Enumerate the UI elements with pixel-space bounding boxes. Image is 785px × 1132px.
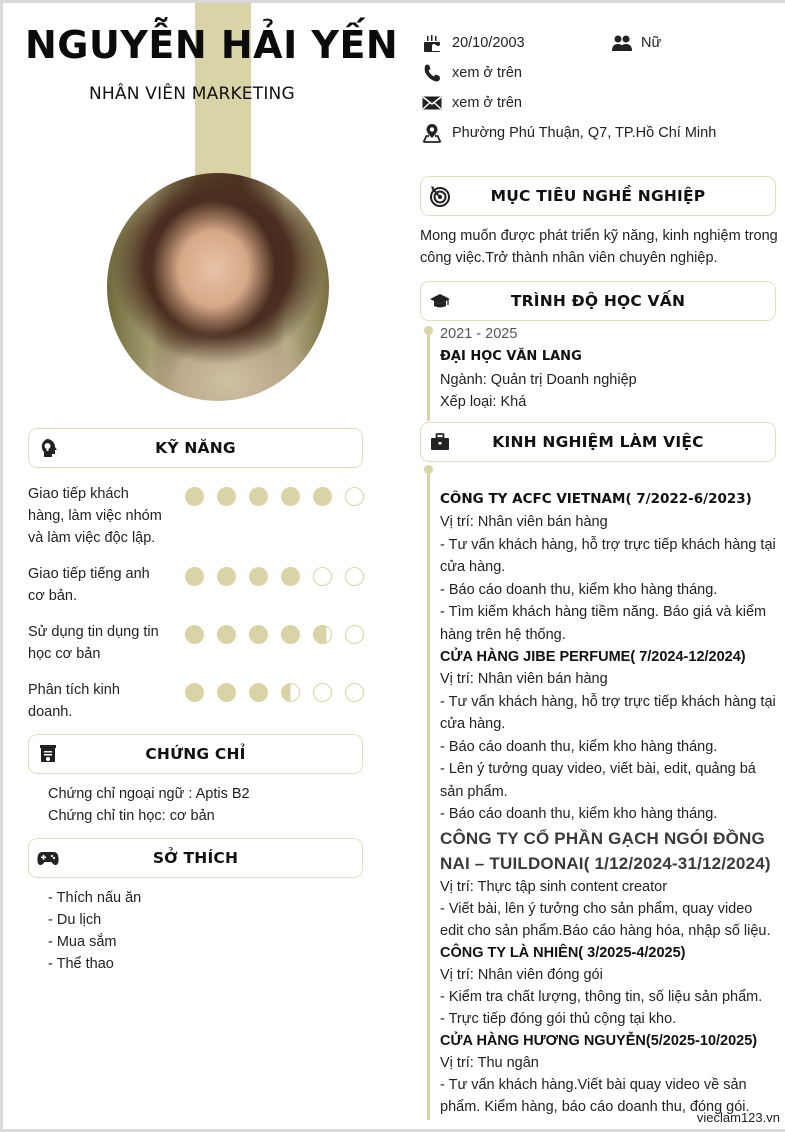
rating-dot-empty [345, 625, 364, 644]
rating-dot-filled [249, 567, 268, 586]
skill-label [28, 483, 178, 549]
skill-label-line: Giao tiếp khách [28, 486, 129, 502]
skill-rating [185, 683, 364, 702]
job-line: phẩm. Kiểm hàng, báo cáo doanh thu, đóng gói. [440, 1099, 750, 1115]
head-lightbulb-icon [37, 437, 59, 459]
job-line: - Viết bài, lên ý tưởng cho sản phẩm, quay video [440, 900, 753, 917]
job-heading: CÔNG TY CỔ PHẦN GẠCH NGÓI ĐỒNG [440, 828, 765, 848]
timeline-line [427, 470, 430, 1120]
certificate-icon [37, 743, 59, 765]
gender-row [611, 28, 661, 58]
rating-dot-filled [249, 683, 268, 702]
job-line: - Báo cáo doanh thu, kiểm kho hàng tháng. [440, 581, 718, 598]
skill-label-line: hàng, làm việc nhóm [28, 508, 162, 524]
hobby-item: - Thích nấu ăn [48, 890, 142, 906]
skill-label [28, 621, 178, 665]
skill-label [28, 563, 178, 607]
users-icon [611, 32, 633, 54]
rating-dot-empty [345, 683, 364, 702]
timeline-line [427, 331, 430, 421]
rating-dot-filled [217, 683, 236, 702]
job-line: - Báo cáo doanh thu, kiểm kho hàng tháng. [440, 806, 718, 822]
job-line: hàng trên hệ thống. [440, 626, 566, 643]
phone-value[interactable]: xem ở trên [452, 65, 522, 81]
briefcase-icon [429, 431, 451, 453]
candidate-name: NGUYỄN HẢI YẾN [25, 23, 399, 67]
rating-dot-filled [281, 567, 300, 586]
rating-dot-filled [281, 625, 300, 644]
section-header-certificates [28, 734, 363, 774]
certificate-item: Chứng chỉ ngoại ngữ : Aptis B2 [48, 786, 250, 802]
skill-rating [185, 625, 364, 644]
watermark: vieclam123.vn [696, 1110, 780, 1125]
gender-value: Nữ [641, 35, 662, 51]
rating-dot-filled [185, 625, 204, 644]
objective-text [420, 225, 780, 269]
envelope-icon [421, 92, 443, 114]
skill-item [28, 483, 368, 563]
job-line: Vị trí: Nhân viên bán hàng [440, 514, 608, 530]
birthday-value: 20/10/2003 [452, 35, 525, 51]
job-line: Vị trí: Nhân viên đóng gói [440, 966, 603, 983]
education-major: Ngành: Quản trị Doanh nghiệp [440, 372, 637, 388]
job-line: - Lên ý tưởng quay video, viết bài, edit, quảng bá [440, 761, 756, 777]
rating-dot-filled [313, 487, 332, 506]
skill-label [28, 679, 178, 723]
phone-icon [421, 62, 443, 84]
job-line: cửa hàng. [440, 716, 506, 732]
section-title-skills: KỸ NĂNG [155, 439, 236, 457]
rating-dot-empty [345, 487, 364, 506]
email-value[interactable]: xem ở trên [452, 95, 522, 111]
gamepad-icon [37, 847, 59, 869]
rating-dot-filled [217, 487, 236, 506]
education-years: 2021 - 2025 [440, 326, 518, 342]
map-marker-icon [421, 122, 443, 144]
job-line: edit cho sản phẩm.Báo cáo hàng hóa, nhập số liệu. [440, 922, 771, 939]
job-line: cửa hàng. [440, 559, 506, 575]
rating-dot-half [281, 683, 300, 702]
section-title-objective: MỤC TIÊU NGHỀ NGHIỆP [490, 187, 706, 205]
graduation-cap-icon [429, 290, 451, 312]
job-line: - Tư vấn khách hàng, hỗ trợ trực tiếp khách hàng tại [440, 693, 776, 710]
skill-label-line: Phân tích kinh [28, 682, 120, 698]
skill-label-line: học cơ bản [28, 646, 101, 662]
section-title-certificates: CHỨNG CHỈ [145, 745, 246, 763]
birthday-row [421, 28, 781, 58]
rating-dot-filled [185, 487, 204, 506]
hobby-item: - Mua sắm [48, 934, 117, 950]
section-header-education [420, 281, 776, 321]
job-line: - Báo cáo doanh thu, kiểm kho hàng tháng. [440, 738, 718, 755]
birthday-cake-icon [421, 32, 443, 54]
rating-dot-filled [185, 683, 204, 702]
job-heading: CỬA HÀNG JIBE PERFUME( 7/2024-12/2024) [440, 649, 746, 665]
address-value: Phường Phú Thuận, Q7, TP.Hồ Chí Minh [452, 125, 717, 141]
candidate-job-title: NHÂN VIÊN MARKETING [89, 84, 295, 104]
skill-item [28, 563, 368, 621]
hobby-item: - Thể thao [48, 956, 114, 972]
skill-rating [185, 487, 364, 506]
section-title-hobbies: SỞ THÍCH [152, 849, 239, 867]
email-row [421, 88, 781, 118]
skill-label-line: cơ bản. [28, 588, 78, 604]
rating-dot-empty [313, 683, 332, 702]
rating-dot-empty [345, 567, 364, 586]
rating-dot-empty [313, 567, 332, 586]
avatar-photo [107, 173, 329, 401]
job-line: - Kiểm tra chất lượng, thông tin, số liệu sản phẩm. [440, 988, 763, 1005]
education-rank: Xếp loại: Khá [440, 394, 527, 410]
skill-item [28, 621, 368, 679]
skill-rating [185, 567, 364, 586]
job-entry [440, 1030, 776, 1119]
job-line: - Trực tiếp đóng gói thủ cộng tại kho. [440, 1010, 677, 1027]
certificates-list [48, 783, 250, 827]
hobbies-list [48, 887, 141, 975]
job-heading: CỬA HÀNG HƯƠNG NGUYỄN(5/2025-10/2025) [440, 1032, 758, 1049]
certificate-item: Chứng chỉ tin học: cơ bản [48, 808, 215, 824]
job-heading: CÔNG TY LÀ NHIÊN( 3/2025-4/2025) [440, 944, 686, 961]
job-line: Vị trí: Thu ngân [440, 1054, 539, 1071]
job-line: - Tư vấn khách hàng.Viết bài quay video về sản [440, 1076, 747, 1093]
section-title-education: TRÌNH ĐỘ HỌC VẤN [510, 292, 686, 310]
target-icon [429, 185, 451, 207]
education-entry [440, 323, 780, 413]
experience-list [440, 488, 776, 1119]
cv-page [3, 3, 785, 1129]
skills-list [28, 483, 368, 729]
objective-line: Mong muốn được phát triển kỹ năng, kinh nghiệm trong [420, 228, 778, 244]
job-heading: NAI – TUILDONAI( 1/12/2024-31/12/2024) [440, 853, 771, 873]
phone-row [421, 58, 781, 88]
job-entry [440, 646, 776, 826]
section-header-objective [420, 176, 776, 216]
rating-dot-filled [281, 487, 300, 506]
hobby-item: - Du lịch [48, 912, 102, 928]
rating-dot-filled [185, 567, 204, 586]
rating-dot-filled [249, 625, 268, 644]
job-entry [440, 826, 776, 942]
job-heading: CÔNG TY ACFC VIETNAM( 7/2022-6/2023) [440, 491, 752, 507]
skill-label-line: Giao tiếp tiếng anh [28, 566, 150, 582]
section-header-experience [420, 422, 776, 462]
section-header-hobbies [28, 838, 363, 878]
job-line: Vị trí: Thực tập sinh content creator [440, 878, 668, 895]
skill-label-line: và làm việc độc lập. [28, 530, 156, 546]
section-header-skills [28, 428, 363, 468]
address-row [421, 118, 781, 148]
job-line: - Tìm kiếm khách hàng tiềm năng. Báo giá và kiểm [440, 604, 767, 620]
rating-dot-filled [217, 625, 236, 644]
rating-dot-filled [217, 567, 236, 586]
job-line: Vị trí: Nhân viên bán hàng [440, 671, 608, 687]
job-line: sản phẩm. [440, 783, 508, 800]
skill-item [28, 679, 368, 729]
contact-info [421, 28, 781, 148]
section-title-experience: KINH NGHIỆM LÀM VIỆC [492, 433, 704, 451]
job-entry [440, 942, 776, 1030]
job-entry [440, 488, 776, 646]
skill-label-line: doanh. [28, 704, 73, 720]
education-school: ĐẠI HỌC VĂN LANG [440, 349, 582, 364]
skill-label-line: Sử dụng tin dụng tin [28, 624, 159, 640]
job-line: - Tư vấn khách hàng, hỗ trợ trực tiếp khách hàng tại [440, 536, 776, 553]
objective-line: công việc.Trở thành nhân viên chuyên nghiệp. [420, 250, 718, 266]
rating-dot-filled [249, 487, 268, 506]
rating-dot-partial [313, 625, 332, 644]
